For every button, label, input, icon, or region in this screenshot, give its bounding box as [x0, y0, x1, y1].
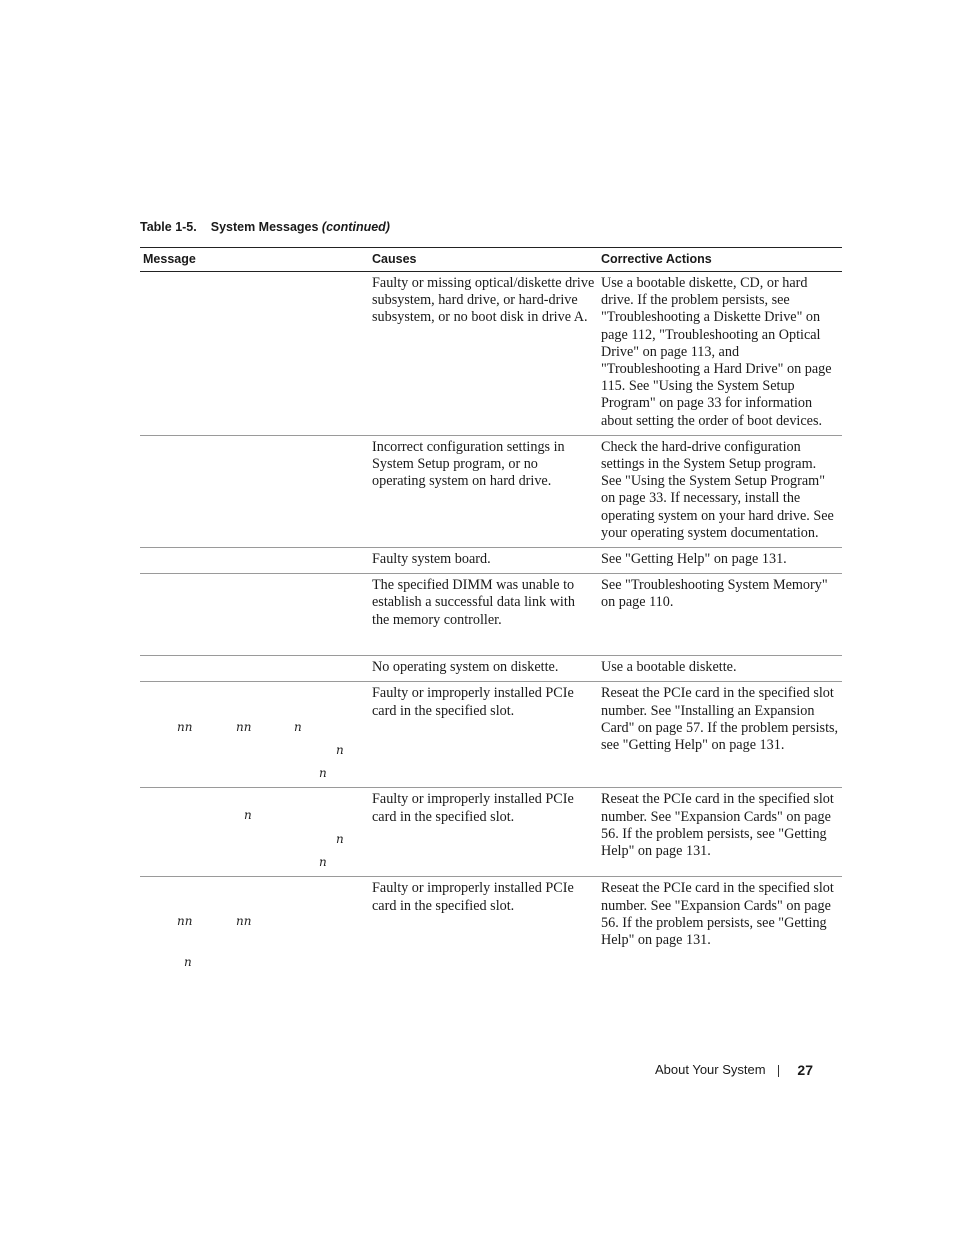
- table-row: [140, 877, 842, 975]
- table-row: [140, 272, 842, 436]
- message-cell: [140, 877, 369, 975]
- message-variable: n: [319, 766, 327, 781]
- message-cell: [140, 548, 369, 574]
- table-row: [140, 574, 842, 656]
- action-cell: Check the hard-drive configuration settings in the System Setup program. See "Using the System Setup Program" on page 33. If necessary, install the operating system on your hard drive. See your operating system documentation.: [598, 435, 842, 547]
- system-messages-table: [140, 247, 842, 975]
- header-message: Message: [140, 248, 369, 272]
- action-cell: Reseat the PCIe card in the specified slot number. See "Expansion Cards" on page 56. If the problem persists, see "Getting Help" on page 131.: [598, 788, 842, 877]
- message-cell: [140, 788, 369, 877]
- message-cell: [140, 435, 369, 547]
- action-cell: Use a bootable diskette.: [598, 656, 842, 682]
- cause-cell: Faulty or improperly installed PCIe card in the specified slot.: [369, 682, 598, 788]
- message-variable: n: [184, 955, 192, 970]
- message-variable: nn: [236, 914, 252, 929]
- caption-title: System Messages: [210, 220, 319, 234]
- caption-continued: (continued): [321, 220, 390, 234]
- action-cell: See "Troubleshooting System Memory" on page 110.: [598, 574, 842, 656]
- table-row: [140, 682, 842, 788]
- action-cell: Reseat the PCIe card in the specified slot number. See "Installing an Expansion Card" on page 57. If the problem persists, see "Getting Help" on page 131.: [598, 682, 842, 788]
- message-cell: [140, 682, 369, 788]
- message-variable: nn: [236, 720, 252, 735]
- cause-cell: Faulty or missing optical/diskette drive subsystem, hard drive, or hard-drive subsystem, or no boot disk in drive A.: [369, 272, 598, 436]
- cause-cell: Incorrect configuration settings in System Setup program, or no operating system on hard drive.: [369, 435, 598, 547]
- header-corrective-actions: Corrective Actions: [598, 248, 842, 272]
- header-causes: Causes: [369, 248, 598, 272]
- message-variable: n: [319, 855, 327, 870]
- footer-section-title: About Your System: [655, 1062, 766, 1077]
- action-cell: See "Getting Help" on page 131.: [598, 548, 842, 574]
- page-number: 27: [797, 1062, 813, 1078]
- table-row: [140, 548, 842, 574]
- message-variable: n: [244, 808, 252, 823]
- message-cell: [140, 656, 369, 682]
- table-caption: [140, 220, 390, 234]
- message-variable: n: [336, 743, 344, 758]
- message-cell: [140, 574, 369, 656]
- cause-cell: Faulty system board.: [369, 548, 598, 574]
- cause-cell: The specified DIMM was unable to establish a successful data link with the memory controller.: [369, 574, 598, 656]
- caption-label: Table 1-5.: [140, 220, 197, 234]
- message-variable: nn: [177, 720, 193, 735]
- cause-cell: Faulty or improperly installed PCIe card in the specified slot.: [372, 880, 574, 914]
- footer-divider: [778, 1065, 779, 1077]
- message-variable: n: [294, 720, 302, 735]
- action-cell: Reseat the PCIe card in the specified slot number. See "Expansion Cards" on page 56. If the problem persists, see "Getting Help" on page 131.: [601, 880, 834, 949]
- cause-cell: Faulty or improperly installed PCIe card in the specified slot.: [369, 788, 598, 877]
- message-cell: [140, 272, 369, 436]
- table-row: [140, 788, 842, 877]
- table-row: [140, 435, 842, 547]
- table-row: [140, 656, 842, 682]
- action-cell: Use a bootable diskette, CD, or hard drive. If the problem persists, see "Troubleshooting a Diskette Drive" on page 112, "Troubleshooting an Optical Drive" on page 113, and "Troubleshooting a Hard Drive" on page 115. See "Using the System Setup Program" on page 33 for information about setting the order of boot devices.: [598, 272, 842, 436]
- message-variable: n: [336, 832, 344, 847]
- table-header-row: [140, 248, 842, 272]
- cause-cell: No operating system on diskette.: [369, 656, 598, 682]
- message-variable: nn: [177, 914, 193, 929]
